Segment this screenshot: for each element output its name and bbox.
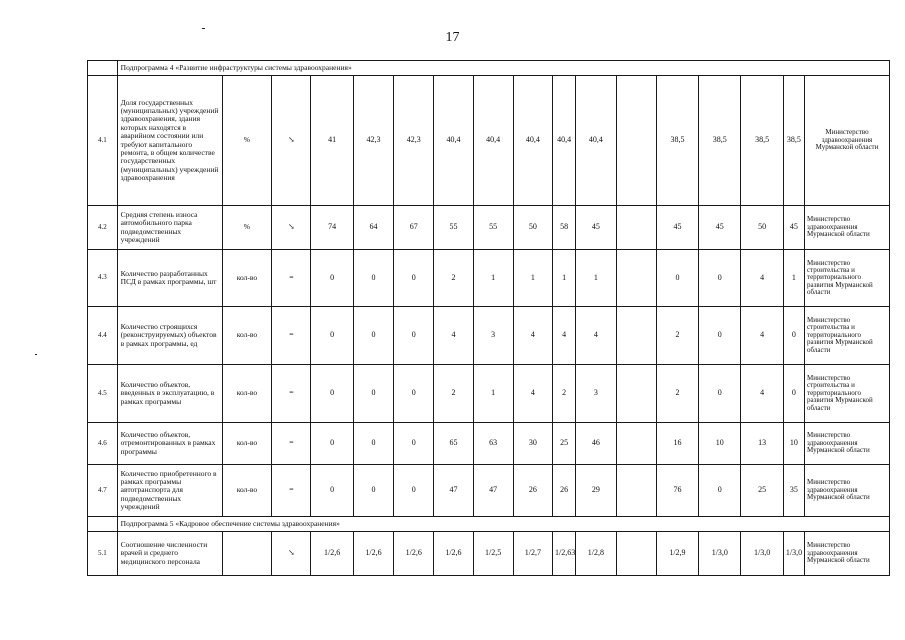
- trend-cell: ↘: [272, 76, 311, 206]
- value-cell: 4: [434, 307, 473, 365]
- ministry-cell: Министерство строительства и территориального развития Мурманской области: [805, 250, 890, 307]
- row-number: 5.1: [88, 532, 118, 576]
- value-cell: 2: [434, 365, 473, 423]
- value-cell: 0: [699, 365, 741, 423]
- value-cell: 50: [741, 206, 783, 250]
- value-cell: 1/2,8: [576, 532, 616, 576]
- subprogram-number-cell: [88, 517, 118, 532]
- value-cell: 67: [394, 206, 434, 250]
- row-number: 4.5: [88, 365, 118, 423]
- subprogram-title: Подпрограмма 4 «Развитие инфраструктуры системы здравоохранения»: [117, 61, 889, 76]
- unit-cell: %: [222, 206, 272, 250]
- value-cell: 1: [473, 250, 513, 307]
- value-cell: 47: [473, 465, 513, 517]
- value-cell: 2: [552, 365, 575, 423]
- trend-cell: ↘: [272, 206, 311, 250]
- indicator-name: Количество приобретенного в рамках программы автотранспорта для подведомственных учреждений: [117, 465, 222, 517]
- indicator-name: Количество объектов, введенных в эксплуатацию, в рамках программы: [117, 365, 222, 423]
- table-row: [88, 423, 890, 465]
- value-cell: [616, 206, 656, 250]
- value-cell: 0: [699, 250, 741, 307]
- value-cell: 0: [783, 307, 804, 365]
- value-cell: 30: [513, 423, 552, 465]
- value-cell: 1: [473, 365, 513, 423]
- row-number: 4.2: [88, 206, 118, 250]
- ministry-cell: Министерство здравоохранения Мурманской области: [805, 423, 890, 465]
- value-cell: 50: [513, 206, 552, 250]
- unit-cell: кол-во: [222, 307, 272, 365]
- value-cell: 1/2,6: [311, 532, 353, 576]
- value-cell: 55: [434, 206, 473, 250]
- ministry-cell: Министерство строительства и территориального развития Мурманской области: [805, 307, 890, 365]
- value-cell: 45: [699, 206, 741, 250]
- value-cell: 1/2,6: [394, 532, 434, 576]
- indicator-name: Доля государственных (муниципальных) учреждений здравоохранения, здания которых находятся в аварийном состоянии или требуют капитального ремонта, в общем количестве государственных (муниципальных) учреждений здравоохранения: [117, 76, 222, 206]
- ministry-cell: Министерство здравоохранения Мурманской области: [805, 532, 890, 576]
- value-cell: 38,5: [656, 76, 698, 206]
- value-cell: 63: [473, 423, 513, 465]
- value-cell: 4: [741, 365, 783, 423]
- value-cell: 55: [473, 206, 513, 250]
- ministry-cell: Министерство здравоохранения Мурманской области: [805, 206, 890, 250]
- value-cell: 29: [576, 465, 616, 517]
- value-cell: 45: [656, 206, 698, 250]
- trend-cell: =: [272, 250, 311, 307]
- value-cell: 0: [353, 423, 393, 465]
- indicators-table: [87, 60, 890, 576]
- value-cell: [616, 532, 656, 576]
- value-cell: 1/2,6: [353, 532, 393, 576]
- ministry-cell: Министерство здравоохранения Мурманской области: [805, 465, 890, 517]
- table-row: [88, 206, 890, 250]
- table-row: [88, 307, 890, 365]
- page-number: 17: [445, 30, 460, 45]
- value-cell: 1: [552, 250, 575, 307]
- value-cell: 40,4: [552, 76, 575, 206]
- value-cell: 0: [353, 250, 393, 307]
- value-cell: 40,4: [473, 76, 513, 206]
- value-cell: [616, 365, 656, 423]
- unit-cell: %: [222, 76, 272, 206]
- value-cell: 40,4: [576, 76, 616, 206]
- row-number: 4.6: [88, 423, 118, 465]
- value-cell: 41: [311, 76, 353, 206]
- value-cell: 0: [353, 307, 393, 365]
- value-cell: 1/2,9: [656, 532, 698, 576]
- table-row: [88, 532, 890, 576]
- value-cell: 4: [576, 307, 616, 365]
- value-cell: 0: [783, 365, 804, 423]
- value-cell: [616, 465, 656, 517]
- value-cell: 0: [353, 365, 393, 423]
- value-cell: 0: [311, 250, 353, 307]
- subprogram-number-cell: [88, 61, 118, 76]
- value-cell: 4: [552, 307, 575, 365]
- value-cell: [616, 423, 656, 465]
- value-cell: 16: [656, 423, 698, 465]
- trend-cell: =: [272, 465, 311, 517]
- indicator-name: Количество разработанных ПСД в рамках программы, шт: [117, 250, 222, 307]
- value-cell: 64: [353, 206, 393, 250]
- value-cell: 2: [434, 250, 473, 307]
- subprogram-header-row: [88, 517, 890, 532]
- value-cell: 0: [699, 307, 741, 365]
- table-row: [88, 365, 890, 423]
- unit-cell: кол-во: [222, 365, 272, 423]
- value-cell: 0: [311, 365, 353, 423]
- subprogram-title: Подпрограмма 5 «Кадровое обеспечение системы здравоохранения»: [117, 517, 889, 532]
- value-cell: 2: [656, 365, 698, 423]
- unit-cell: [222, 532, 272, 576]
- value-cell: 35: [783, 465, 804, 517]
- value-cell: 76: [656, 465, 698, 517]
- value-cell: 4: [513, 307, 552, 365]
- value-cell: [616, 76, 656, 206]
- table-row: [88, 76, 890, 206]
- table-row: [88, 250, 890, 307]
- value-cell: 1: [783, 250, 804, 307]
- value-cell: 42,3: [353, 76, 393, 206]
- value-cell: 0: [311, 307, 353, 365]
- trend-cell: ↘: [272, 532, 311, 576]
- row-number: 4.4: [88, 307, 118, 365]
- value-cell: 4: [741, 307, 783, 365]
- table-row: [88, 465, 890, 517]
- indicator-name: Количество строящихся (реконструируемых) объектов в рамках программы, ед: [117, 307, 222, 365]
- value-cell: 65: [434, 423, 473, 465]
- trend-cell: =: [272, 423, 311, 465]
- value-cell: 0: [311, 465, 353, 517]
- value-cell: 0: [699, 465, 741, 517]
- value-cell: 3: [576, 365, 616, 423]
- value-cell: 40,4: [434, 76, 473, 206]
- row-number: 4.7: [88, 465, 118, 517]
- value-cell: 38,5: [699, 76, 741, 206]
- value-cell: 25: [552, 423, 575, 465]
- value-cell: 1/2,63: [552, 532, 575, 576]
- value-cell: 47: [434, 465, 473, 517]
- unit-cell: кол-во: [222, 250, 272, 307]
- ministry-cell: Министерство строительства и территориального развития Мурманской области: [805, 365, 890, 423]
- value-cell: 0: [353, 465, 393, 517]
- trend-cell: =: [272, 307, 311, 365]
- value-cell: 10: [699, 423, 741, 465]
- scan-speck: [202, 28, 205, 29]
- indicator-name: Соотношение численности врачей и среднего медицинского персонала: [117, 532, 222, 576]
- value-cell: 26: [552, 465, 575, 517]
- value-cell: 3: [473, 307, 513, 365]
- ministry-cell: Министерство здравоохранения Мурманской области: [805, 76, 890, 206]
- unit-cell: кол-во: [222, 465, 272, 517]
- value-cell: 25: [741, 465, 783, 517]
- value-cell: 40,4: [513, 76, 552, 206]
- value-cell: 0: [311, 423, 353, 465]
- value-cell: 1: [513, 250, 552, 307]
- value-cell: 1: [576, 250, 616, 307]
- value-cell: 1/3,0: [741, 532, 783, 576]
- row-number: 4.3: [88, 250, 118, 307]
- value-cell: 1/3,0: [699, 532, 741, 576]
- indicator-name: Средняя степень износа автомобильного парка подведомственных учреждений: [117, 206, 222, 250]
- value-cell: 0: [656, 250, 698, 307]
- value-cell: 0: [394, 250, 434, 307]
- value-cell: 45: [576, 206, 616, 250]
- value-cell: [616, 250, 656, 307]
- value-cell: 1/2,5: [473, 532, 513, 576]
- value-cell: 26: [513, 465, 552, 517]
- value-cell: 0: [394, 307, 434, 365]
- value-cell: 1/3,0: [783, 532, 804, 576]
- indicator-name: Количество объектов, отремонтированных в рамках программы: [117, 423, 222, 465]
- value-cell: 4: [741, 250, 783, 307]
- value-cell: 38,5: [741, 76, 783, 206]
- value-cell: 46: [576, 423, 616, 465]
- value-cell: 38,5: [783, 76, 804, 206]
- value-cell: 2: [656, 307, 698, 365]
- table-body: [88, 61, 890, 576]
- value-cell: 0: [394, 423, 434, 465]
- value-cell: 74: [311, 206, 353, 250]
- unit-cell: кол-во: [222, 423, 272, 465]
- value-cell: 45: [783, 206, 804, 250]
- value-cell: 0: [394, 365, 434, 423]
- value-cell: 13: [741, 423, 783, 465]
- value-cell: 10: [783, 423, 804, 465]
- subprogram-header-row: [88, 61, 890, 76]
- value-cell: 42,3: [394, 76, 434, 206]
- value-cell: 4: [513, 365, 552, 423]
- value-cell: 1/2,7: [513, 532, 552, 576]
- trend-cell: =: [272, 365, 311, 423]
- value-cell: [616, 307, 656, 365]
- row-number: 4.1: [88, 76, 118, 206]
- scan-speck: [35, 354, 37, 355]
- value-cell: 0: [394, 465, 434, 517]
- value-cell: 1/2,6: [434, 532, 473, 576]
- value-cell: 58: [552, 206, 575, 250]
